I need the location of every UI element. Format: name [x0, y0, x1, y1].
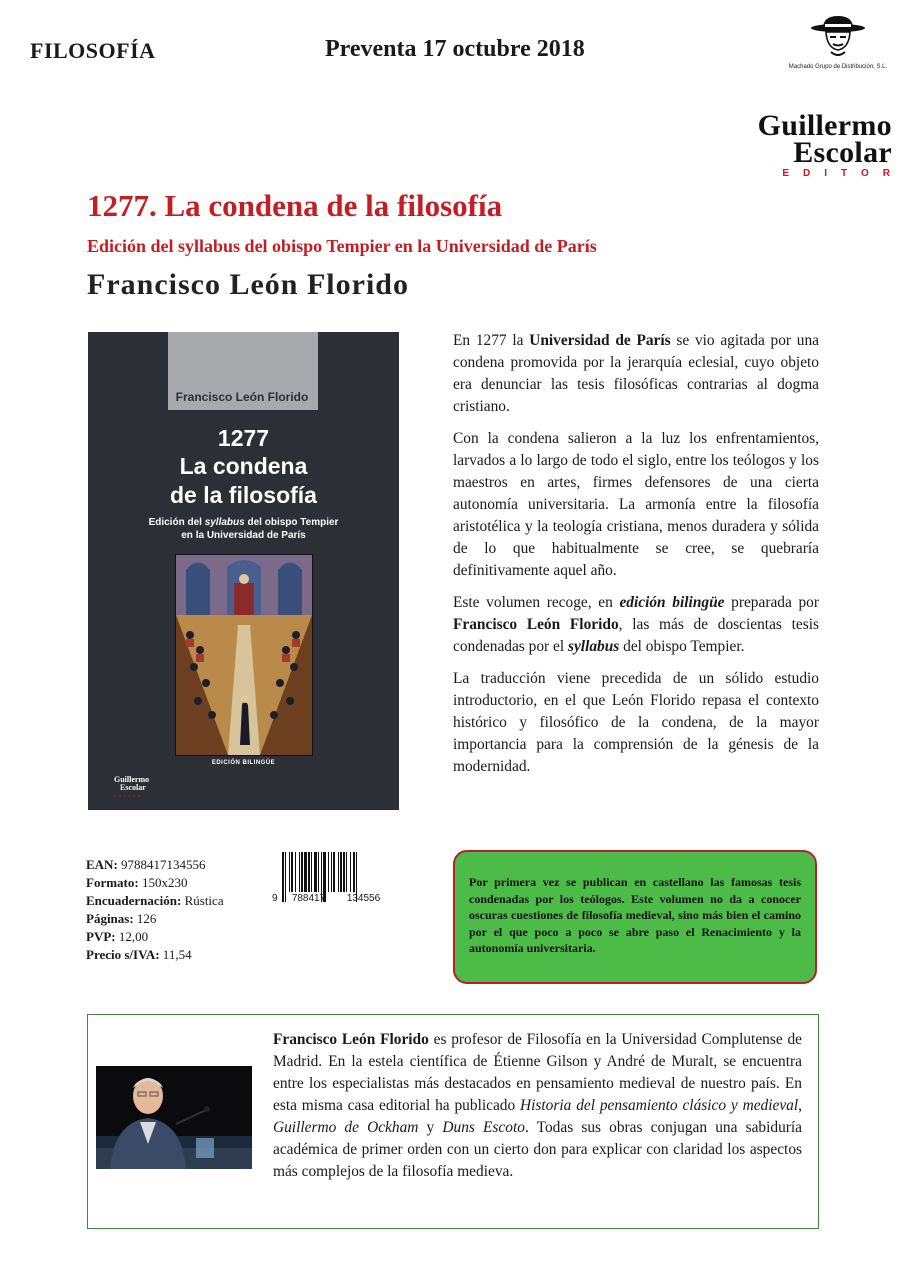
publisher-name-line2: Escolar [793, 136, 892, 169]
cover-author: Francisco León Florido [175, 390, 309, 404]
distributor-name: Machado Grupo de Distribución, S.L. [788, 64, 888, 70]
presale-date: Preventa 17 octubre 2018 [325, 36, 585, 62]
spec-price-no-vat: Precio s/IVA: 11,54 [86, 947, 192, 962]
cover-title-line2: La condena [179, 453, 308, 479]
barcode-number: 9 788417 134556 [272, 893, 381, 904]
cover-subtitle-line1: Edición del syllabus del obispo Tempier [148, 517, 339, 528]
publisher-name-line1: Guillermo [757, 109, 892, 142]
description-paragraph: La traducción viene precedida de un sólido estudio introductorio, en el que León Florido repasa el contexto histórico y filosófico de la condena, de la mayor importancia para la comprensión de la génesis de la modernidad. [453, 670, 819, 775]
book-specs [86, 856, 224, 964]
book-author: Francisco León Florido [87, 268, 409, 301]
book-description [453, 330, 819, 788]
publisher-logo [700, 109, 904, 179]
description-paragraph: Este volumen recoge, en edición bilingüe preparada por Francisco León Florido, las más de doscientas tesis condenadas por el syllabus del obispo Tempier. [453, 594, 819, 655]
cover-illustration [175, 554, 313, 756]
description-paragraph: Con la condena salieron a la luz los enfrentamientos, larvados a lo largo de todo el siglo, entre los teólogos y los maestros en artes, firmes defensores de una cierta autonomía universitaria. La armonía entre la filosofía aristotélica y la teología cristiana, menos duradera y sólida de lo que habitualmente se cree, se quebraría definitivamente aquel año. [453, 430, 819, 579]
spec-format: Formato: 150x230 [86, 875, 188, 890]
highlight-box: Por primera vez se publican en castellano las famosas tesis condenadas por los teólogos. Este volumen no da a conocer oscuras cuestiones de filosofía medieval, sino más bien el camino por el que poco a poco se abre paso el Renacimiento y la autonomía universitaria. [453, 850, 817, 984]
cover-edition-label: EDICIÓN BILINGÜE [211, 760, 276, 766]
book-cover [88, 332, 399, 810]
category-label: FILOSOFÍA [30, 38, 156, 63]
description-paragraph: En 1277 la Universidad de París se vio agitada por una condena promovida por la jerarquía eclesial, cuyo objeto era denunciar las tesis filosóficas contrarias al dogma cristiano. [453, 332, 820, 415]
spec-pages: Páginas: 126 [86, 911, 157, 926]
publisher-name-line3: EDITOR [782, 168, 904, 179]
cover-subtitle-line2: en la Universidad de París [181, 530, 306, 541]
spec-ean: EAN: 9788417134556 [86, 857, 206, 872]
book-title: 1277. La condena de la filosofía [87, 188, 503, 223]
hat-man-icon [809, 14, 867, 58]
author-photo [96, 1066, 252, 1169]
spec-pvp: PVP: 12,00 [86, 929, 149, 944]
author-bio: Francisco León Florido es profesor de Filosofía en la Universidad Complutense de Madrid. En la estela científica de Étienne Gilson y André de Muralt, se encuentra entre los especialistas más destacados en pensamiento medieval de nuestro país. En esta misma casa editorial ha publicado Historia del pensamiento clásico y medieval, Guillermo de Ockham y Duns Escoto. Todas sus obras conjugan una sabiduría académica de primer orden con un cierto don para explicar con claridad los aspectos más complejos de la filosofía medieva. [273, 1031, 803, 1180]
cover-title-line3: de la filosofía [170, 482, 317, 508]
book-subtitle: Edición del syllabus del obispo Tempier en la Universidad de París [87, 236, 597, 256]
cover-publisher-logo: Guillermo Escolar EDITOR [114, 775, 150, 798]
spec-binding: Encuadernación: Rústica [86, 893, 224, 908]
distributor-logo [788, 14, 888, 70]
cover-title-line1: 1277 [217, 425, 270, 451]
